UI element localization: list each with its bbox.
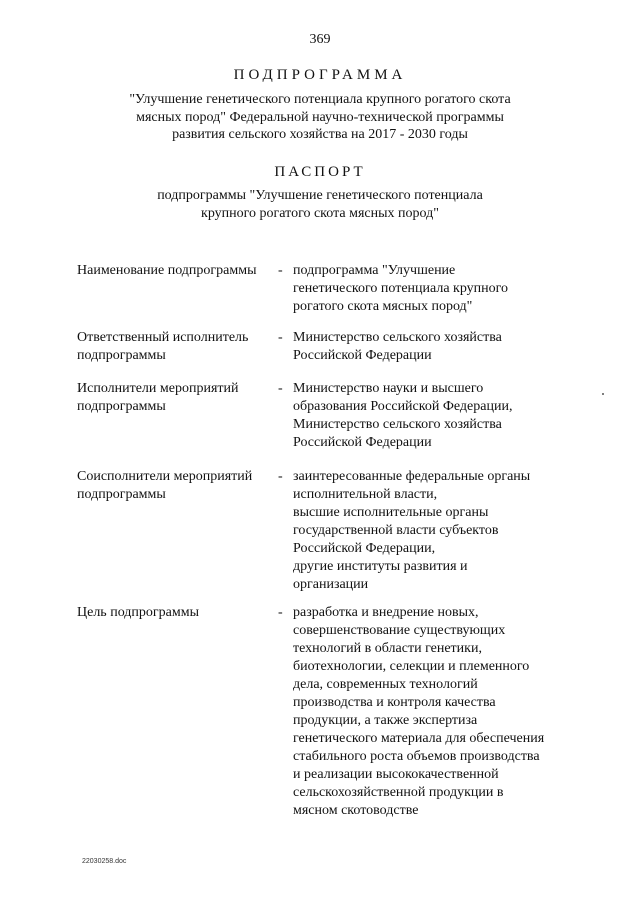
row-dash: - bbox=[278, 263, 283, 278]
row-label bbox=[77, 604, 277, 622]
row-value-line: генетического материала для обеспечения bbox=[293, 731, 545, 746]
row-label-line: Соисполнители мероприятий bbox=[77, 469, 253, 484]
row-label bbox=[77, 329, 277, 365]
row-value-line: другие институты развития и bbox=[293, 559, 468, 574]
row-label bbox=[77, 468, 277, 504]
row-value-line: государственной власти субъектов bbox=[293, 523, 499, 538]
row-label bbox=[77, 380, 277, 416]
subtitle-line: развития сельского хозяйства на 2017 - 2030 годы bbox=[172, 127, 468, 142]
row-value-line: генетического потенциала крупного bbox=[293, 281, 509, 296]
row-value bbox=[293, 262, 593, 316]
row-label-line: Цель подпрограммы bbox=[77, 605, 199, 620]
row-value-line: Министерство сельского хозяйства bbox=[293, 330, 502, 345]
row-value-line: подпрограмма "Улучшение bbox=[293, 263, 456, 278]
row-value-line: стабильного роста объемов производства bbox=[293, 749, 540, 764]
document-subtitle bbox=[60, 91, 580, 144]
row-label-line: Наименование подпрограммы bbox=[77, 263, 257, 278]
row-value-line: образования Российской Федерации, bbox=[293, 399, 513, 414]
row-value-line: биотехнологии, селекции и племенного bbox=[293, 659, 530, 674]
row-value-line: производства и контроля качества bbox=[293, 695, 496, 710]
row-value-line: Российской Федерации bbox=[293, 348, 432, 363]
row-label-line: Ответственный исполнитель bbox=[77, 330, 249, 345]
passport-subtitle-line: крупного рогатого скота мясных пород" bbox=[201, 205, 439, 221]
row-label-line: Исполнители мероприятий bbox=[77, 381, 239, 396]
row-value-line: рогатого скота мясных пород" bbox=[293, 299, 473, 314]
row-value-line: организации bbox=[293, 577, 369, 592]
row-value-line: совершенствование существующих bbox=[293, 623, 506, 638]
row-value bbox=[293, 604, 593, 820]
row-label-line: подпрограммы bbox=[77, 348, 166, 363]
row-dash: - bbox=[278, 381, 283, 396]
row-value bbox=[293, 380, 593, 452]
subtitle-line: мясных пород" Федеральной научно-технической программы bbox=[136, 109, 504, 125]
passport-subtitle-line: подпрограммы "Улучшение генетического потенциала bbox=[157, 188, 483, 203]
row-dash: - bbox=[278, 605, 283, 620]
row-label-line: подпрограммы bbox=[77, 399, 166, 414]
row-value-line: дела, современных технологий bbox=[293, 677, 478, 692]
row-value-line: продукции, а также экспертиза bbox=[293, 713, 478, 728]
row-label-line: подпрограммы bbox=[77, 487, 166, 502]
row-dash: - bbox=[278, 330, 283, 345]
row-value-line: мясном скотоводстве bbox=[293, 803, 419, 818]
document-heading: ПОДПРОГРАММА bbox=[233, 67, 407, 83]
margin-mark bbox=[602, 393, 604, 395]
row-value-line: Российской Федерации, bbox=[293, 541, 436, 556]
row-value-line: заинтересованные федеральные органы bbox=[293, 469, 531, 484]
file-name-footer: 22030258.doc bbox=[82, 858, 127, 865]
subtitle-line: "Улучшение генетического потенциала крупного рогатого скота bbox=[129, 92, 511, 107]
row-value-line: Российской Федерации bbox=[293, 435, 432, 450]
row-value-line: сельскохозяйственной продукции в bbox=[293, 785, 504, 800]
row-value-line: Министерство науки и высшего bbox=[293, 381, 484, 396]
row-value-line: высшие исполнительные органы bbox=[293, 505, 489, 520]
passport-subtitle bbox=[60, 187, 580, 222]
row-dash: - bbox=[278, 469, 283, 484]
row-value bbox=[293, 329, 593, 365]
passport-heading: ПАСПОРТ bbox=[274, 164, 366, 180]
row-value-line: разработка и внедрение новых, bbox=[293, 605, 479, 620]
page-number: 369 bbox=[309, 32, 331, 47]
row-label bbox=[77, 262, 277, 280]
row-value-line: исполнительной власти, bbox=[293, 487, 438, 502]
row-value bbox=[293, 468, 593, 594]
row-value-line: технологий в области генетики, bbox=[293, 641, 482, 656]
row-value-line: Министерство сельского хозяйства bbox=[293, 417, 502, 432]
row-value-line: и реализации высококачественной bbox=[293, 767, 499, 782]
